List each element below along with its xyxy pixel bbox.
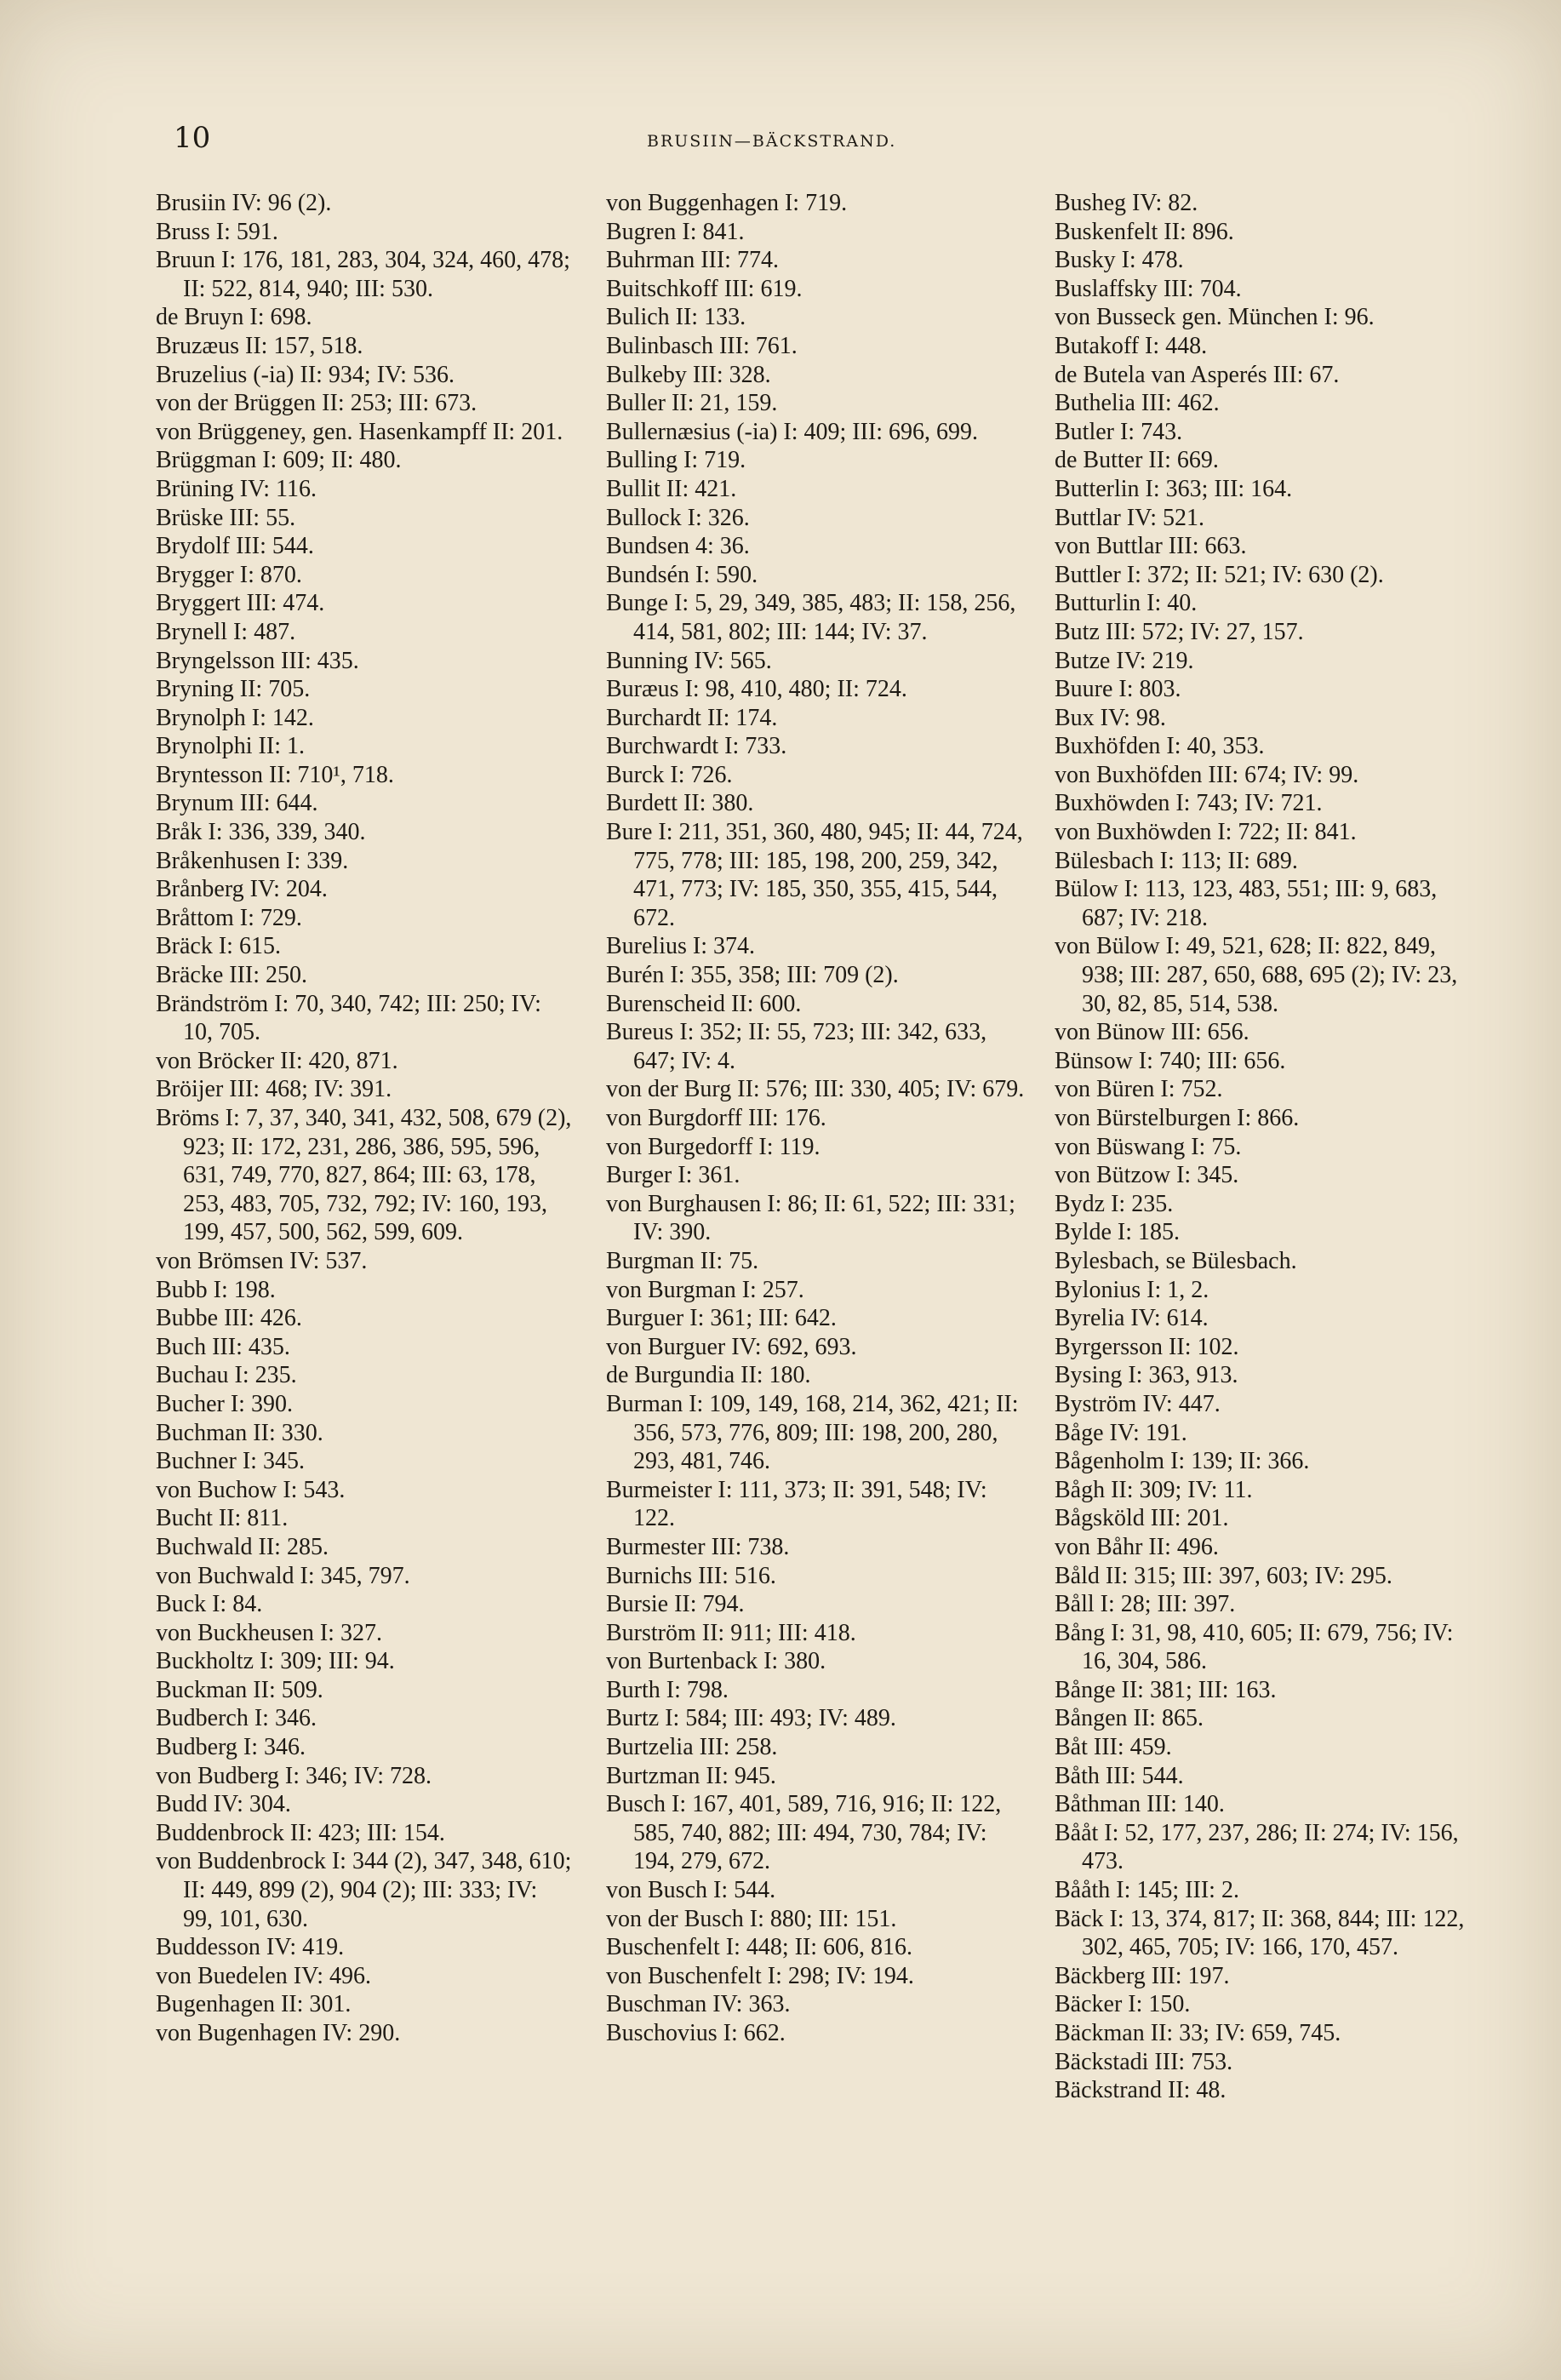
index-entry: Buchau I: 235. xyxy=(156,1362,297,1389)
index-column-1 xyxy=(156,189,578,2048)
index-entry: Busky I: 478. xyxy=(1055,247,1184,274)
index-entry: Bulling I: 719. xyxy=(606,447,746,474)
index-entry: Brändström I: 70, 340, 742; III: 250; IV: 10, 705. xyxy=(156,990,547,1046)
index-entry: Brüske III: 55. xyxy=(156,504,296,531)
index-entry: von Büren I: 752. xyxy=(1055,1076,1223,1103)
index-entry: von Burtenback I: 380. xyxy=(606,1648,826,1675)
index-entry: Buller II: 21, 159. xyxy=(606,390,778,417)
index-entry: Bräck I: 615. xyxy=(156,933,281,960)
index-entry: von der Burg II: 576; III: 330, 405; IV: 679. xyxy=(606,1076,1025,1103)
index-entry: Buddenbrock II: 423; III: 154. xyxy=(156,1819,445,1846)
index-entry: von Bünow III: 656. xyxy=(1055,1019,1249,1046)
index-entry: Butler I: 743. xyxy=(1055,418,1183,445)
index-entry: Buitschkoff III: 619. xyxy=(606,275,803,302)
index-entry: Burnichs III: 516. xyxy=(606,1562,776,1589)
index-entry: Buthelia III: 462. xyxy=(1055,390,1220,417)
index-entry: Bäckberg III: 197. xyxy=(1055,1962,1230,1989)
index-column-3 xyxy=(1055,189,1480,2105)
index-entry: Buslaffsky III: 704. xyxy=(1055,275,1242,302)
index-entry: Burtzman II: 945. xyxy=(606,1762,776,1789)
index-entry: Buschman IV: 363. xyxy=(606,1991,791,2018)
index-entry: von der Brüggen II: 253; III: 673. xyxy=(156,390,477,417)
index-entry: Bråkenhusen I: 339. xyxy=(156,847,349,874)
index-entry: Bruzæus II: 157, 518. xyxy=(156,332,363,359)
index-entry: von Bürstelburgen I: 866. xyxy=(1055,1105,1300,1131)
index-entry: Bruss I: 591. xyxy=(156,218,278,245)
index-entry: Brüggman I: 609; II: 480. xyxy=(156,447,402,474)
index-entry: Burck I: 726. xyxy=(606,761,733,788)
index-entry: de Butela van Asperés III: 67. xyxy=(1055,361,1340,388)
index-entry: Butterlin I: 363; III: 164. xyxy=(1055,475,1293,502)
index-entry: Buchwald II: 285. xyxy=(156,1533,329,1560)
index-entry: Brynolph I: 142. xyxy=(156,704,314,731)
index-entry: Burguer I: 361; III: 642. xyxy=(606,1305,837,1332)
index-entry: von Bützow I: 345. xyxy=(1055,1162,1239,1189)
index-entry: Bubbe III: 426. xyxy=(156,1305,302,1332)
index-entry: Bruun I: 176, 181, 283, 304, 324, 460, 478; II: 522, 814, 940; III: 530. xyxy=(156,247,576,302)
index-entry: Burmester III: 738. xyxy=(606,1533,790,1560)
index-column-2 xyxy=(606,189,1032,2048)
index-entry: Byrgersson II: 102. xyxy=(1055,1333,1239,1360)
index-entry: Bursie II: 794. xyxy=(606,1591,745,1618)
index-entry: Bugenhagen II: 301. xyxy=(156,1991,352,2018)
index-entry: von Buschenfelt I: 298; IV: 194. xyxy=(606,1962,914,1989)
index-entry: Bäckstrand II: 48. xyxy=(1055,2077,1226,2104)
index-entry: von Buchow I: 543. xyxy=(156,1476,346,1503)
index-entry: von Bugenhagen IV: 290. xyxy=(156,2020,401,2046)
index-entry: Burgman II: 75. xyxy=(606,1247,759,1274)
index-entry: Burström II: 911; III: 418. xyxy=(606,1619,856,1646)
index-entry: von Buttlar III: 663. xyxy=(1055,533,1247,560)
index-entry: Buckman II: 509. xyxy=(156,1676,323,1703)
index-entry: Bysing I: 363, 913. xyxy=(1055,1362,1238,1389)
index-entry: Brusiin IV: 96 (2). xyxy=(156,190,332,216)
index-entry: Bydz I: 235. xyxy=(1055,1190,1174,1217)
index-entry: Bäckman II: 33; IV: 659, 745. xyxy=(1055,2020,1341,2046)
index-entry: Brynell I: 487. xyxy=(156,618,296,645)
index-entry: Buttler I: 372; II: 521; IV: 630 (2). xyxy=(1055,561,1384,588)
index-entry: Burchwardt I: 733. xyxy=(606,733,787,760)
index-entry: von Buchwald I: 345, 797. xyxy=(156,1562,410,1589)
index-entry: Buchner I: 345. xyxy=(156,1448,305,1475)
index-entry: Butturlin I: 40. xyxy=(1055,590,1198,617)
index-entry: von Brüggeney, gen. Hasenkampff II: 201. xyxy=(156,418,563,445)
index-entry: Busheg IV: 82. xyxy=(1055,190,1198,216)
index-entry: Bugren I: 841. xyxy=(606,218,745,245)
index-entry: Buure I: 803. xyxy=(1055,676,1181,703)
index-entry: Bryngelsson III: 435. xyxy=(156,647,359,674)
index-entry: de Bruyn I: 698. xyxy=(156,304,312,331)
index-entry: Buhrman III: 774. xyxy=(606,247,779,274)
index-entry: Buschovius I: 662. xyxy=(606,2020,786,2046)
index-entry: Bullit II: 421. xyxy=(606,475,737,502)
index-entry: Brygger I: 870. xyxy=(156,561,302,588)
index-entry: Bågh II: 309; IV: 11. xyxy=(1055,1476,1253,1503)
index-entry: Bäckstadi III: 753. xyxy=(1055,2048,1233,2075)
index-entry: Bucht II: 811. xyxy=(156,1505,289,1532)
index-entry: Bylde I: 185. xyxy=(1055,1219,1180,1246)
index-entry: Burén I: 355, 358; III: 709 (2). xyxy=(606,962,899,989)
index-entry: von Buxhöwden I: 722; II: 841. xyxy=(1055,819,1357,846)
index-entry: Butz III: 572; IV: 27, 157. xyxy=(1055,618,1304,645)
index-entry: Burger I: 361. xyxy=(606,1162,740,1189)
index-entry: Bunge I: 5, 29, 349, 385, 483; II: 158, 256, 414, 581, 802; III: 144; IV: 37. xyxy=(606,590,1022,645)
index-entry: Bryntesson II: 710¹, 718. xyxy=(156,761,394,788)
index-entry: Burenscheid II: 600. xyxy=(606,990,802,1017)
index-entry: Buckholtz I: 309; III: 94. xyxy=(156,1648,395,1675)
index-entry: Burdett II: 380. xyxy=(606,790,754,817)
index-entry: Budberg I: 346. xyxy=(156,1734,306,1761)
running-head: BRUSIIN—BÄCKSTRAND. xyxy=(647,132,897,151)
index-entry: Butze IV: 219. xyxy=(1055,647,1194,674)
index-entry: von Buddenbrock I: 344 (2), 347, 348, 610; II: 449, 899 (2), 904 (2); III: 333; IV: 99, 101, 630. xyxy=(156,1848,578,1932)
index-entry: Buch III: 435. xyxy=(156,1333,290,1360)
index-entry: Buskenfelt II: 896. xyxy=(1055,218,1234,245)
index-entry: von Buggenhagen I: 719. xyxy=(606,190,848,216)
index-entry: Byrelia IV: 614. xyxy=(1055,1305,1209,1332)
index-entry: von Burghausen I: 86; II: 61, 522; III: 331; IV: 390. xyxy=(606,1190,1021,1246)
index-entry: Bröms I: 7, 37, 340, 341, 432, 508, 679 (2), 923; II: 172, 231, 286, 386, 595, 596, 631, 749, 770, 827, 864; III: 63, 178, 253, 483, 705, 732, 792; IV: 160, 193, 199, 457, 500, 562, 599, 609. xyxy=(156,1105,578,1246)
index-entry: Bråttom I: 729. xyxy=(156,904,302,931)
index-entry: von Buedelen IV: 496. xyxy=(156,1962,371,1989)
index-entry: von Bröcker II: 420, 871. xyxy=(156,1047,398,1074)
index-entry: Bulkeby III: 328. xyxy=(606,361,771,388)
index-entry: Buræus I: 98, 410, 480; II: 724. xyxy=(606,676,907,703)
index-entry: Bågenholm I: 139; II: 366. xyxy=(1055,1448,1310,1475)
index-entry: Bullernæsius (-ia) I: 409; III: 696, 699. xyxy=(606,418,979,445)
index-entry: Buxhöwden I: 743; IV: 721. xyxy=(1055,790,1323,817)
index-entry: von Burguer IV: 692, 693. xyxy=(606,1333,857,1360)
index-entry: Budd IV: 304. xyxy=(156,1791,291,1818)
index-entry: Byström IV: 447. xyxy=(1055,1390,1221,1417)
index-entry: von Buckheusen I: 327. xyxy=(156,1619,382,1646)
index-entry: von Busch I: 544. xyxy=(606,1877,776,1904)
index-entry: von Båhr II: 496. xyxy=(1055,1533,1219,1560)
index-entry: Bylonius I: 1, 2. xyxy=(1055,1276,1209,1303)
index-entry: Burtz I: 584; III: 493; IV: 489. xyxy=(606,1705,896,1732)
index-entry: von der Busch I: 880; III: 151. xyxy=(606,1905,897,1932)
index-entry: Buchman II: 330. xyxy=(156,1419,323,1446)
index-entry: Burtzelia III: 258. xyxy=(606,1734,778,1761)
index-entry: Bucher I: 390. xyxy=(156,1390,293,1417)
index-entry: Buttlar IV: 521. xyxy=(1055,504,1205,531)
index-entry: de Butter II: 669. xyxy=(1055,447,1219,474)
index-entry: Budberch I: 346. xyxy=(156,1705,317,1732)
index-entry: de Burgundia II: 180. xyxy=(606,1362,811,1389)
index-entry: Båge IV: 191. xyxy=(1055,1419,1187,1446)
index-entry: Bången II: 865. xyxy=(1055,1705,1204,1732)
index-entry: Båld II: 315; III: 397, 603; IV: 295. xyxy=(1055,1562,1392,1589)
index-entry: von Burgedorff I: 119. xyxy=(606,1133,821,1160)
index-entry: Bubb I: 198. xyxy=(156,1276,276,1303)
index-entry: Båt III: 459. xyxy=(1055,1734,1172,1761)
index-entry: Bånge II: 381; III: 163. xyxy=(1055,1676,1277,1703)
index-entry: Bruzelius (-ia) II: 934; IV: 536. xyxy=(156,361,455,388)
index-entry: Bång I: 31, 98, 410, 605; II: 679, 756; IV: 16, 304, 586. xyxy=(1055,1619,1460,1675)
index-entry: Buck I: 84. xyxy=(156,1591,263,1618)
index-entry: Båthman III: 140. xyxy=(1055,1791,1225,1818)
index-entry: Burman I: 109, 149, 168, 214, 362, 421; II: 356, 573, 776, 809; III: 198, 200, 280, 293, 481, 746. xyxy=(606,1390,1025,1475)
index-entry: Bäcker I: 150. xyxy=(1055,1991,1191,2018)
index-entry: Bråk I: 336, 339, 340. xyxy=(156,819,366,846)
index-entry: von Budberg I: 346; IV: 728. xyxy=(156,1762,432,1789)
index-entry: Burth I: 798. xyxy=(606,1676,729,1703)
index-entry: Brynum III: 644. xyxy=(156,790,318,817)
index-entry: Burelius I: 374. xyxy=(606,933,755,960)
page-number: 10 xyxy=(174,121,211,155)
index-entry: Bülow I: 113, 123, 483, 551; III: 9, 683, 687; IV: 218. xyxy=(1055,876,1444,931)
index-entry: Bååth I: 145; III: 2. xyxy=(1055,1877,1239,1904)
index-entry: Bylesbach, se Bülesbach. xyxy=(1055,1247,1297,1274)
index-entry: Bux IV: 98. xyxy=(1055,704,1166,731)
index-entry: von Burgman I: 257. xyxy=(606,1276,804,1303)
index-entry: Brynolphi II: 1. xyxy=(156,733,305,760)
index-entry: Bulich II: 133. xyxy=(606,304,746,331)
index-entry: Brånberg IV: 204. xyxy=(156,876,328,903)
index-entry: Båll I: 28; III: 397. xyxy=(1055,1591,1236,1618)
index-entry: Bureus I: 352; II: 55, 723; III: 342, 633, 647; IV: 4. xyxy=(606,1019,993,1074)
index-entry: von Brömsen IV: 537. xyxy=(156,1247,368,1274)
index-entry: Bure I: 211, 351, 360, 480, 945; II: 44, 724, 775, 778; III: 185, 198, 200, 259, 342, 471, 773; IV: 185, 350, 355, 415, 544, 672. xyxy=(606,819,1029,931)
index-entry: Bäck I: 13, 374, 817; II: 368, 844; III: 122, 302, 465, 705; IV: 166, 170, 457. xyxy=(1055,1905,1471,1961)
index-entry: von Bülow I: 49, 521, 628; II: 822, 849, 938; III: 287, 650, 688, 695 (2); IV: 23, 30, 82, 85, 514, 538. xyxy=(1055,933,1464,1017)
index-entry: Buxhöfden I: 40, 353. xyxy=(1055,733,1265,760)
index-entry: Buddesson IV: 419. xyxy=(156,1934,345,1961)
index-entry: Bunning IV: 565. xyxy=(606,647,772,674)
index-entry: Bundsen 4: 36. xyxy=(606,533,750,560)
index-entry: Buschenfelt I: 448; II: 606, 816. xyxy=(606,1934,913,1961)
index-entry: von Busseck gen. München I: 96. xyxy=(1055,304,1375,331)
index-entry: von Burgdorff III: 176. xyxy=(606,1105,826,1131)
index-entry: Bülesbach I: 113; II: 689. xyxy=(1055,847,1298,874)
index-entry: Bünsow I: 740; III: 656. xyxy=(1055,1047,1286,1074)
index-entry: Bulinbasch III: 761. xyxy=(606,332,798,359)
index-entry: Burmeister I: 111, 373; II: 391, 548; IV: 122. xyxy=(606,1476,993,1532)
index-entry: Bräcke III: 250. xyxy=(156,962,308,989)
index-entry: von Buxhöfden III: 674; IV: 99. xyxy=(1055,761,1359,788)
index-entry: Bryning II: 705. xyxy=(156,676,311,703)
index-entry: Butakoff I: 448. xyxy=(1055,332,1208,359)
index-entry: Bullock I: 326. xyxy=(606,504,750,531)
index-entry: Bååt I: 52, 177, 237, 286; II: 274; IV: 156, 473. xyxy=(1055,1819,1465,1875)
index-entry: Busch I: 167, 401, 589, 716, 916; II: 122, 585, 740, 882; III: 494, 730, 784; IV: 194, 279, 672. xyxy=(606,1791,1008,1875)
index-entry: Bågsköld III: 201. xyxy=(1055,1505,1229,1532)
index-entry: von Büswang I: 75. xyxy=(1055,1133,1242,1160)
index-entry: Båth III: 544. xyxy=(1055,1762,1184,1789)
index-entry: Bundsén I: 590. xyxy=(606,561,758,588)
index-entry: Bröijer III: 468; IV: 391. xyxy=(156,1076,392,1103)
index-entry: Brydolf III: 544. xyxy=(156,533,314,560)
index-entry: Brüning IV: 116. xyxy=(156,475,317,502)
index-entry: Bryggert III: 474. xyxy=(156,590,325,617)
index-entry: Burchardt II: 174. xyxy=(606,704,778,731)
